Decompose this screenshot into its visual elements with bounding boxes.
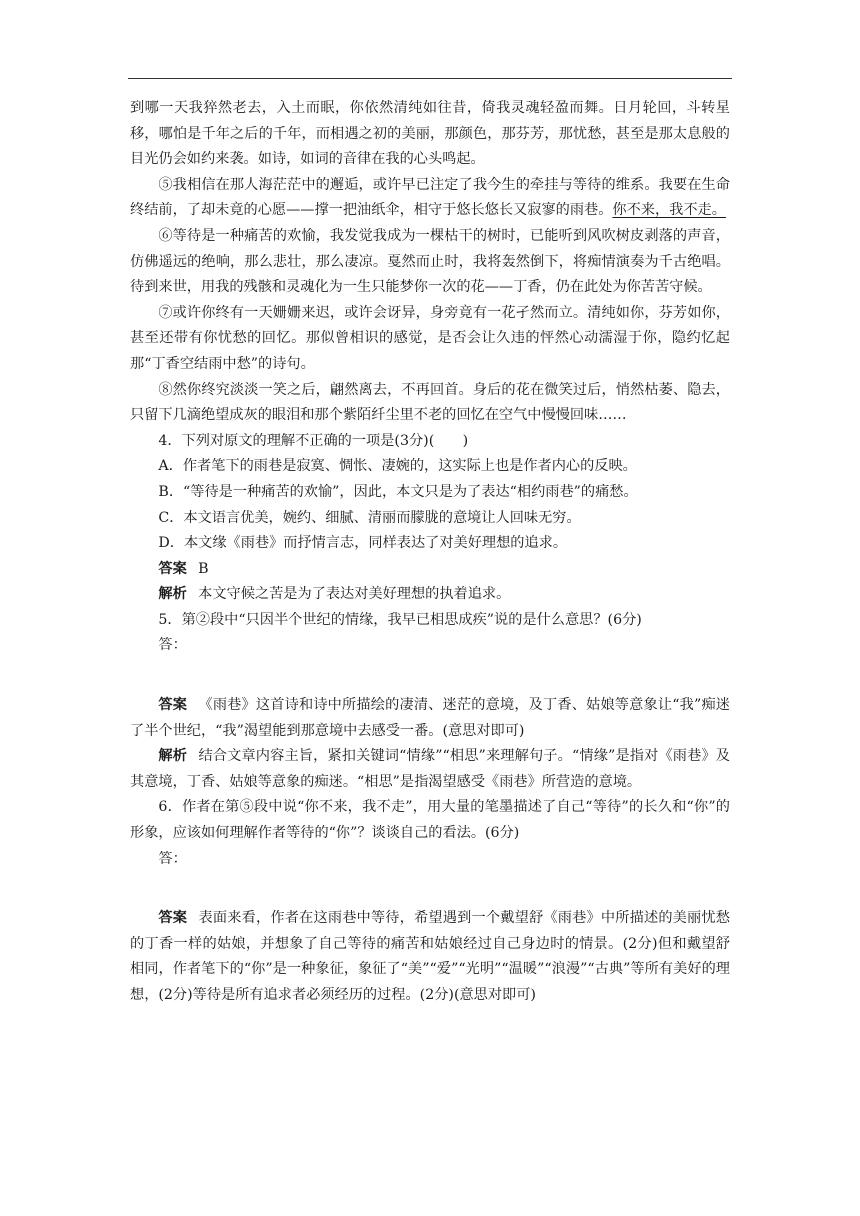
question-4-option-a: A．作者笔下的雨巷是寂寞、惆怅、凄婉的，这实际上也是作者内心的反映。 xyxy=(158,458,637,475)
paragraph-5-text: ⑤我相信在那人海茫茫中的邂逅，或许早已注定了我今生的牵挂与等待的维系。我要在生命终结前，了却未竟的心愿——撑一把油纸伞，相守于悠长悠长又寂寥的雨巷。 xyxy=(130,176,730,219)
underlined-sentence: 你不来，我不走。 xyxy=(612,202,726,219)
answer-label: 答案 xyxy=(158,560,187,577)
analysis-text: 本文守候之苦是为了表达对美好理想的执着追求。 xyxy=(198,586,511,603)
question-4-option-c: C．本文语言优美，婉约、细腻、清丽而朦胧的意境让人回味无穷。 xyxy=(158,509,581,526)
answer-label: 答案 xyxy=(158,910,188,927)
question-6-answer xyxy=(130,906,730,1008)
answer-text: B xyxy=(198,560,209,577)
analysis-label: 解析 xyxy=(158,586,187,603)
analysis-text: 结合文章内容主旨，紧扣关键词“情缘”“相思”来理解句子。“情缘”是指对《雨巷》及其意境，丁香、姑娘等意象的痴迷。“相思”是指渴望感受《雨巷》所营造的意境。 xyxy=(130,748,730,790)
question-4-analysis xyxy=(130,582,730,608)
question-5-analysis xyxy=(130,744,730,795)
passage-paragraph-5 xyxy=(130,173,730,224)
answer-label: 答案 xyxy=(158,697,188,714)
passage-paragraph-6: ⑥等待是一种痛苦的欢愉，我发觉我成为一棵枯干的树时，已能听到风吹树皮剥落的声音，仿佛遥远的绝响，那么悲壮，那么凄凉。戛然而止时，我将轰然倒下，将痴情演奏为千古绝唱。待到来世，用我的残骸和灵魂化为一生只能梦你一次的花——丁香，仍在此处为你苦苦守候。 xyxy=(130,227,730,296)
passage-paragraph-continued: 到哪一天我猝然老去，入土而眠，你依然清纯如往昔，倚我灵魂轻盈而舞。日月轮回，斗转星移，哪怕是千年之后的千年，而相遇之初的美丽，那颜色，那芬芳，那忧愁，甚至是那太息般的目光仍会如约来袭。如诗，如词的音律在我的心头鸣起。 xyxy=(130,100,730,168)
answer-space xyxy=(130,659,730,693)
question-5-stem: 5．第②段中“只因半个世纪的情缘，我早已相思成疾”说的是什么意思？(6分) xyxy=(158,611,642,628)
answer-space xyxy=(130,872,730,906)
question-6-reply-label: 答： xyxy=(158,850,187,867)
question-4-stem: 4．下列对原文的理解不正确的一项是(3分)( ) xyxy=(158,432,469,449)
document-body xyxy=(130,96,730,1009)
question-6-stem: 6．作者在第⑤段中说“你不来，我不走”，用大量的笔墨描述了自己“等待”的长久和“你”的形象，应该如何理解作者等待的“你”？谈谈自己的看法。(6分) xyxy=(130,799,730,842)
answer-text: 表面来看，作者在这雨巷中等待，希望遇到一个戴望舒《雨巷》中所描述的美丽忧愁的丁香一样的姑娘，并想象了自己等待的痛苦和姑娘经过自己身边时的情景。(2分)但和戴望舒相同，作者笔下的“你”是一种象征，象征了“美”“爱”“光明”“温暖”“浪漫”“古典”等所有美好的理想，(2分)等待是所有追求者必须经历的过程。(2分)(意思对即可) xyxy=(130,910,730,1003)
question-5-reply-label: 答： xyxy=(158,637,187,654)
passage-paragraph-7: ⑦或许你终有一天姗姗来迟，或许会讶异，身旁竟有一花孑然而立。清纯如你，芬芳如你，甚至还带有你忧愁的回忆。那似曾相识的感觉，是否会让久违的怦然心动濡湿于你，隐约忆起那“丁香空结雨中愁”的诗句。 xyxy=(130,304,730,372)
question-4-answer xyxy=(130,557,730,583)
analysis-label: 解析 xyxy=(158,748,188,765)
passage-paragraph-8: ⑧然你终究淡淡一笑之后，翩然离去，不再回首。身后的花在微笑过后，悄然枯萎、隐去，只留下几滴绝望成灰的眼泪和那个紫陌纤尘里不老的回忆在空气中慢慢回味…… xyxy=(130,381,730,424)
answer-text: 《雨巷》这首诗和诗中所描绘的凄清、迷茫的意境，及丁香、姑娘等意象让“我”痴迷了半个世纪，“我”渴望能到那意境中去感受一番。(意思对即可) xyxy=(130,697,730,739)
question-5-answer xyxy=(130,693,730,744)
question-4-option-b: B．“等待是一种痛苦的欢愉”，因此，本文只是为了表达“相约雨巷”的痛愁。 xyxy=(158,483,638,500)
header-rule xyxy=(128,78,732,79)
question-4-option-d: D．本文缘《雨巷》而抒情言志，同样表达了对美好理想的追求。 xyxy=(158,535,568,552)
